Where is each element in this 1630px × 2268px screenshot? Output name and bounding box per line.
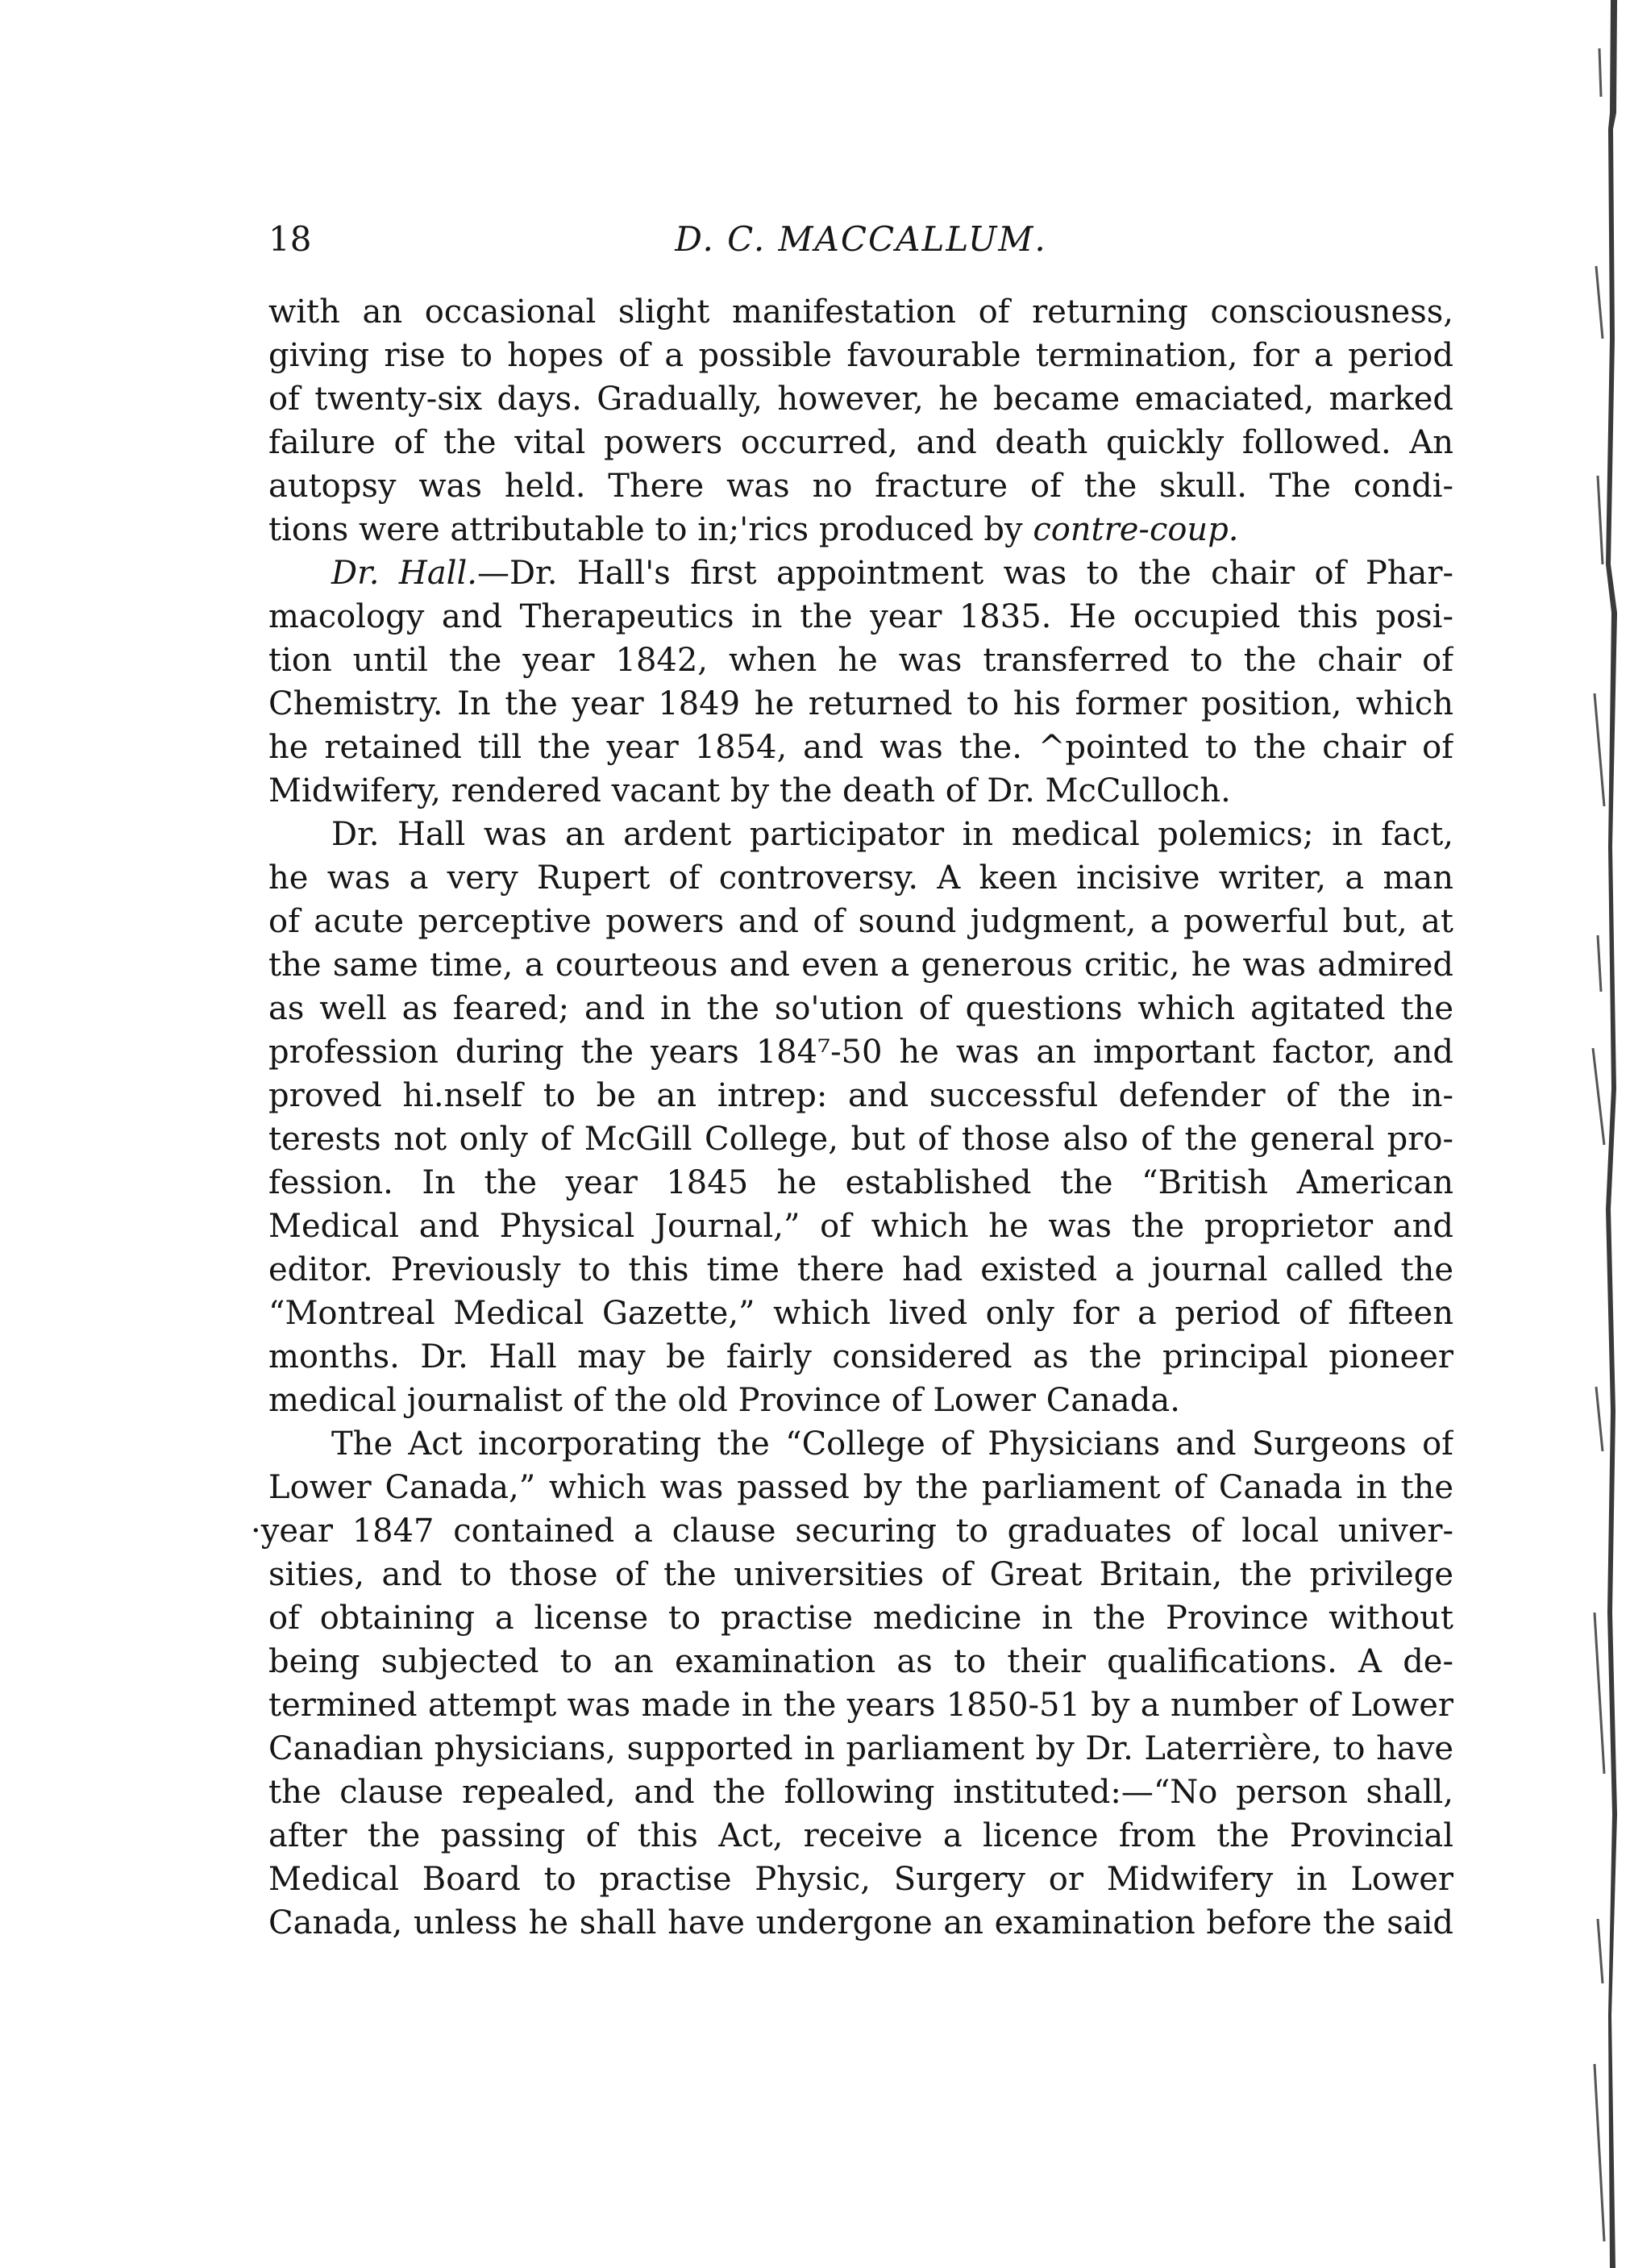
paragraph-start-line: The Act incorporating the “College of Physicians and Surgeons of [331, 1425, 1453, 1463]
text-line: Lower Canada,” which was passed by the parliament of Canada in the [268, 1469, 1453, 1506]
text-line: giving rise to hopes of a possible favourable termination, for a period [268, 337, 1453, 374]
text-line: after the passing of this Act, receive a licence from the Provincial [268, 1817, 1453, 1854]
text-line: “Montreal Medical Gazette,” which lived only for a period of fifteen [268, 1295, 1453, 1332]
text-line: proved hi.nself to be an intrep: and successful defender of the in- [268, 1077, 1453, 1114]
text-line: fession. In the year 1845 he established the “British American [268, 1164, 1453, 1201]
text-line: being subjected to an examination as to their qualifications. A de- [268, 1643, 1453, 1680]
running-head: D. C. MACCALLUM. [675, 219, 1047, 259]
text-line: editor. Previously to this time there had existed a journal called the [268, 1251, 1453, 1288]
text-line: with an occasional slight manifestation of returning consciousness, [268, 293, 1453, 331]
text-line: of acute perceptive powers and of sound judgment, a powerful but, at [268, 903, 1453, 940]
text-line: terests not only of McGill College, but of those also of the general pro- [268, 1121, 1453, 1158]
text-line: Canadian physicians, supported in parliament by Dr. Laterrière, to have [268, 1730, 1453, 1767]
binding-edge-shadow [1533, 0, 1630, 2268]
text-line [268, 508, 1453, 551]
text-line: Medical Board to practise Physic, Surgery or Midwifery in Lower [268, 1861, 1453, 1898]
text-line: months. Dr. Hall may be fairly considered as the principal pioneer [268, 1338, 1453, 1375]
section-heading-dr-hall: Dr. Hall. [331, 555, 477, 592]
italic-term: contre-coup. [1033, 511, 1239, 548]
text-line: the clause repealed, and the following instituted:—“No person shall, [268, 1774, 1453, 1811]
text-line: medical journalist of the old Province of Lower Canada. [268, 1382, 1180, 1419]
text-line: failure of the vital powers occurred, and death quickly followed. An [268, 424, 1453, 461]
text-line: macology and Therapeutics in the year 1835. He occupied this posi- [268, 598, 1453, 635]
text-line: he was a very Rupert of controversy. A keen incisive writer, a man [268, 859, 1453, 897]
em-dash: — [476, 555, 509, 592]
body-text [251, 290, 1453, 1945]
page-number: 18 [268, 219, 312, 259]
paragraph-start-line: Dr. Hall was an ardent participator in medical polemics; in fact, [331, 816, 1453, 853]
text-line: termined attempt was made in the years 1850-51 by a number of Lower [268, 1687, 1453, 1724]
text-line: of twenty-six days. Gradually, however, he became emaciated, marked [268, 381, 1453, 418]
text-segment: tions were attributable to in;'rics produced by [268, 511, 1023, 548]
text-line: Midwifery, rendered vacant by the death of Dr. McCulloch. [268, 772, 1231, 809]
text-line: tion until the year 1842, when he was transferred to the chair of [268, 642, 1453, 679]
text-line: Canada, unless he shall have undergone an examination before the said [268, 1904, 1453, 1941]
text-line: of obtaining a license to practise medicine in the Province without [268, 1600, 1453, 1637]
page-header [268, 219, 1453, 268]
text-line: profession during the years 184⁷-50 he was an important factor, and [268, 1034, 1453, 1071]
text-line: autopsy was held. There was no fracture of the skull. The condi- [268, 468, 1453, 505]
paragraph-start-line [268, 551, 1453, 595]
text-line: sities, and to those of the universities of Great Britain, the privilege [268, 1556, 1453, 1593]
text-line: the same time, a courteous and even a generous critic, he was admired [268, 947, 1453, 984]
text-line: ·year 1847 contained a clause securing to graduates of local univer- [251, 1513, 1453, 1550]
text-line: he retained till the year 1854, and was the. ^pointed to the chair of [268, 729, 1453, 766]
text-line: as well as feared; and in the so'ution of questions which agitated the [268, 990, 1453, 1027]
text-line: Chemistry. In the year 1849 he returned to his former position, which [268, 685, 1453, 722]
text-line: Medical and Physical Journal,” of which he was the proprietor and [268, 1208, 1453, 1245]
text-segment: Dr. Hall's first appointment was to the chair of Phar- [509, 555, 1453, 592]
